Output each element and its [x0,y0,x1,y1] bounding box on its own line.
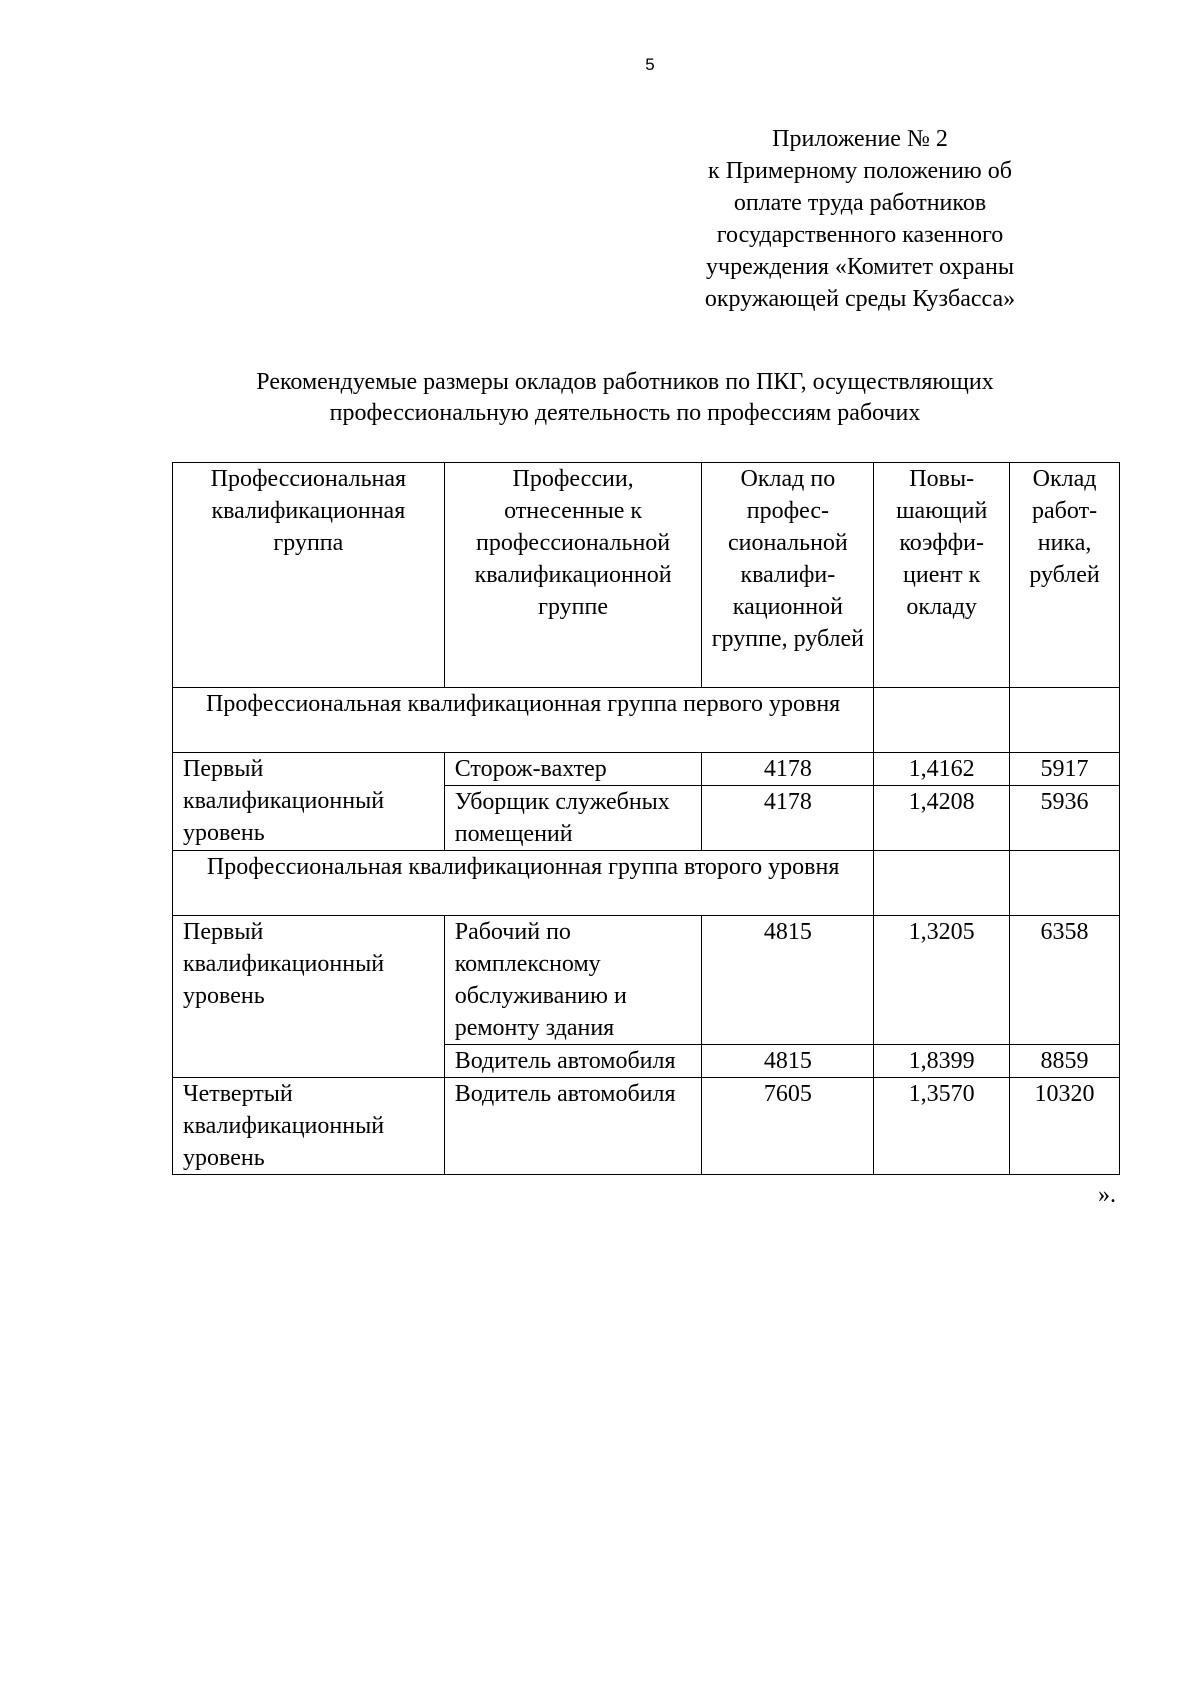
header-pkg: Профессиональная квалификационная группа [173,463,445,688]
annex-line: оплате труда работников [733,190,987,216]
salary-cell: 4815 [702,1045,874,1078]
coefficient-cell: 1,3205 [874,916,1010,1045]
worker-salary-cell: 6358 [1010,916,1120,1045]
profession-cell: Водитель автомобиля [444,1045,702,1078]
profession-cell: Сторож-вахтер [444,753,702,786]
annex-heading [640,123,1080,315]
header-coefficient: Повы-шающий коэффи-циент к окладу [874,463,1010,688]
annex-line: учреждения «Комитет охраны [706,254,1014,280]
salary-cell: 7605 [702,1078,874,1175]
header-salary: Оклад по профес-сиональной квалифи-кационной группе, рублей [702,463,874,688]
empty-cell [1010,688,1120,753]
group-2-title: Профессиональная квалификационная группа второго уровня [173,851,874,916]
coefficient-cell: 1,4162 [874,753,1010,786]
profession-cell: Рабочий по комплексному обслуживанию и ремонту здания [444,916,702,1045]
coefficient-cell: 1,3570 [874,1078,1010,1175]
annex-line: Приложение № 2 [772,126,948,152]
worker-salary-cell: 5936 [1010,786,1120,851]
coefficient-cell: 1,4208 [874,786,1010,851]
header-worker-salary: Оклад работ-ника, рублей [1010,463,1120,688]
annex-line: к Примерному положению об [708,158,1012,184]
table-row [173,753,1120,786]
level-cell: Первый квалификационный уровень [173,753,445,851]
document-title [175,367,1075,429]
page-number: 5 [645,55,655,74]
salary-cell: 4178 [702,753,874,786]
table-row [173,1078,1120,1175]
profession-cell: Водитель автомобиля [444,1078,702,1175]
salary-cell: 4815 [702,916,874,1045]
level-cell: Четвертый квалификационный уровень [173,1078,445,1175]
level-cell: Первый квалификационный уровень [173,916,445,1078]
header-professions: Профессии, отнесенные к профессиональной квалификационной группе [444,463,702,688]
annex-line: окружающей среды Кузбасса» [704,286,1016,312]
closing-quote-mark: ». [1098,1182,1116,1208]
group-1-title: Профессиональная квалификационная группа первого уровня [173,688,874,753]
empty-cell [874,851,1010,916]
table-row [173,916,1120,1045]
table-header-row [173,463,1120,688]
group-row [173,688,1120,753]
annex-line: государственного казенного [716,222,1004,248]
empty-cell [874,688,1010,753]
empty-cell [1010,851,1120,916]
group-row [173,851,1120,916]
worker-salary-cell: 8859 [1010,1045,1120,1078]
salary-table [172,462,1120,1175]
coefficient-cell: 1,8399 [874,1045,1010,1078]
worker-salary-cell: 5917 [1010,753,1120,786]
salary-cell: 4178 [702,786,874,851]
title-line-1: Рекомендуемые размеры окладов работников по ПКГ, осуществляющих [256,369,994,395]
profession-cell: Уборщик служебных помещений [444,786,702,851]
title-line-2: профессиональную деятельность по профессиям рабочих [329,400,921,426]
worker-salary-cell: 10320 [1010,1078,1120,1175]
